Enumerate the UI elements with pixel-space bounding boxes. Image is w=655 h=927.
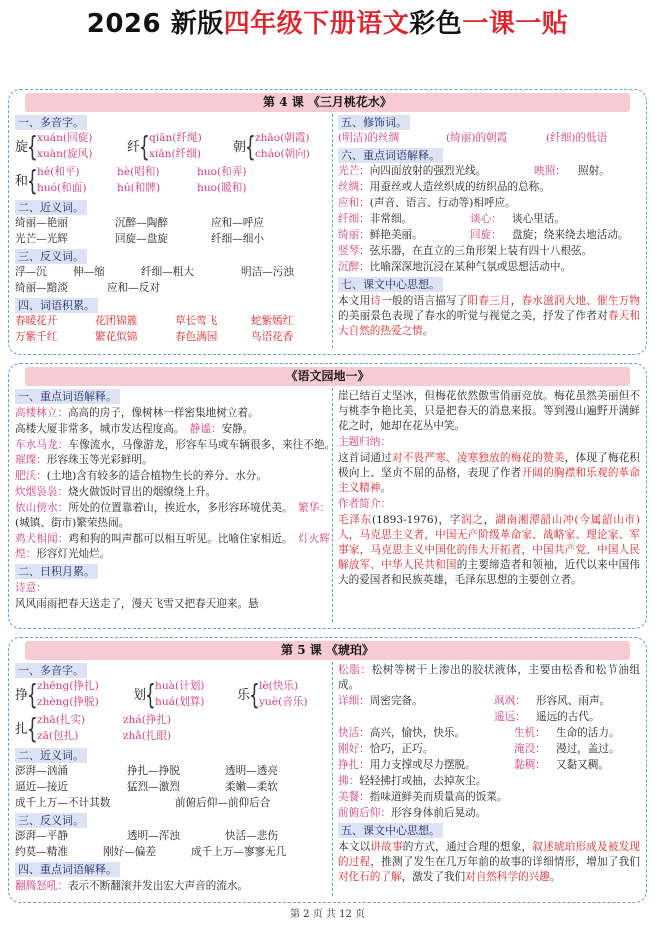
page-title: 2026 新版四年级下册语文彩色一课一贴 xyxy=(86,9,569,39)
lesson4-left-column: 一、多音字。 旋 { xuán(回旋) xuàn(旋风) 纤 { qiān(纤绳) xiān(纤细) 朝 { zhāo(朝霞) cháo(朝向) 和 { hé(和平) hè(唱和) huo(和弄) huó(和面) hú(和牌) huo(暖和) 二、近义词。 绮丽—艳丽 沉醉—陶醉 应和—呼应 光芒—光辉 回旋—盘旋 纤细—细小 三、反义词。 浮—沉 伸—缩 纤细—粗大 明洁—污浊 绮丽—黯淡 应和—反对 四、词语积累。 春暖花开 花团锦簇 草长莺飞 蛇紫嫣红 万紫千红 繁花似锦 春色满园 鸟语花香 xyxy=(15,114,330,350)
polyphone-group: 扎 { zhā(扎实) zhá(挣扎) zā(包扎) zhǎ(扎眼) xyxy=(15,712,172,746)
section-heading: 一、重点词语解释。 xyxy=(15,389,120,404)
column-divider xyxy=(332,388,333,622)
section-heading: 二、近义词。 xyxy=(15,200,87,215)
section-heading: 六、重点词语解释。 xyxy=(338,148,443,163)
section-heading: 三、反义词。 xyxy=(15,813,87,828)
lesson4-card xyxy=(8,89,647,355)
section-heading: 七、课文中心思想。 xyxy=(338,277,443,292)
section-heading: 五、修饰词。 xyxy=(338,115,410,130)
section-heading: 二、日积月累。 xyxy=(15,564,98,579)
lesson5-title: 第 5 课 《琥珀》 xyxy=(25,641,630,660)
lesson5-card xyxy=(8,637,647,903)
lesson4-right-column: 五、修饰词。 (明洁)的丝绸 (绮丽)的朝霞 (纤细)的低语 六、重点词语解释。 光芒：向四面放射的强烈光线。 映照： 照射。 丝绸：用蚕丝或人造丝织成的纺织品的总称。 应和：(声音、语言、行动等)相呼应。 纤细：非常细。 谈心： 谈心里话。 绮丽：鲜艳美丽。 回旋： 盘旋；绕来绕去地活动。 竖琴：弦乐器，在直立的三角形架上装有四十八根弦。 沉醉：比喻深深地沉浸在某种气氛或思想活动中。 七、课文中心思想。 本文用诗一般的语言描写了阳春三月，春水滋润大地、催生万物的美丽景色表现了春水的听觉与视觉之美，抒发了作者对春天和大自然的热爱之情。 xyxy=(338,114,640,350)
section-heading: 五、课文中心思想。 xyxy=(338,823,443,838)
section-heading: 一、多音字。 xyxy=(15,663,87,678)
center-idea: 本文以讲故事的方式，通过合理的想象，叙述琥珀形成及被发现的过程，推测了发生在几万年前的故事的详细情形，增加了我们对化石的了解，激发了我们对自然科学的兴趣。 xyxy=(338,841,640,884)
column-divider xyxy=(332,662,333,896)
lesson4-title: 第 4 课 《三月桃花水》 xyxy=(25,93,630,112)
polyphone-group: 和 { hé(和平) hè(唱和) huo(和弄) huó(和面) hú(和牌) huo(暖和) xyxy=(15,164,247,198)
polyphone-group: 挣 { zhēng(挣扎) zhèng(挣脱) 划 { huà(计划) huá(划算) 乐 { lè(快乐) yuè(音乐) xyxy=(15,678,308,712)
column-divider xyxy=(332,114,333,348)
section-heading: 三、反义词。 xyxy=(15,249,87,264)
garden1-right-column: 崖已结百丈坚冰，但梅花依然傲雪俏丽竞放。梅花虽然美丽但不与桃李争艳比美，只是把春天的消息来报。等到漫山遍野开满鲜花之时，她却在花丛中笑。 主题归纳： 这首词通过对不畏严寒、凌寒独放的梅花的赞美，体现了梅花积极向上、坚贞不屈的品格，表现了作者开阔的胸襟和乐观的革命主义精神。 作者简介： 毛泽东(1893-1976)，字润之，湖南湘潭韶山冲(今属韶山市)人，马克思主义者，中国无产阶级革命家、战略家、理论家、军事家，马克思主义中国化的伟大开拓者，中国共产党、中国人民解放军、中华人民共和国的主要缔造者和领袖，近代以来中国伟大的爱国者和民族英雄，毛泽东思想的主要创立者。 xyxy=(338,390,640,587)
page-number: 第 2 页 共 12 页 xyxy=(290,909,365,920)
lesson5-right-column: 松脂：松树等树干上渗出的胶状液体，主要由松香和松节油组成。 详细：周密完备。 飒飒： 形容风、雨声。 遥远： 遥远的古代。 快活：高兴，愉快，快乐。 生机： 生命的活力。 刚好：恰巧，正巧。 淹没： 漫过，盖过。 挣扎：用力支撑或尽力摆脱。 黏稠： 又黏又稠。 拂：轻轻拂打或抽，去掉灰尘。 美餐：指味道鲜美而质量高的饭菜。 前俯后仰：形容身体前后晃动。 五、课文中心思想。 本文以讲故事的方式，通过合理的想象，叙述琥珀形成及被发现的过程，推测了发生在几万年前的故事的详细情形，增加了我们对化石的了解，激发了我们对自然科学的兴趣。 xyxy=(338,662,640,898)
section-heading: 四、重点词语解释。 xyxy=(15,862,120,877)
section-heading: 一、多音字。 xyxy=(15,115,87,130)
polyphone-group: 旋 { xuán(回旋) xuàn(旋风) 纤 { qiān(纤绳) xiān(纤细) 朝 { zhāo(朝霞) cháo(朝向) xyxy=(15,130,310,164)
garden1-title: 《语文园地一》 xyxy=(25,367,630,386)
center-idea: 本文用诗一般的语言描写了阳春三月，春水滋润大地、催生万物的美丽景色表现了春水的听觉与视觉之美，抒发了作者对春天和大自然的热爱之情。 xyxy=(338,295,640,338)
lesson5-left-column: 一、多音字。 挣 { zhēng(挣扎) zhèng(挣脱) 划 { huà(计划) huá(划算) 乐 { lè(快乐) yuè(音乐) 扎 { zhā(扎实) zhá(挣扎) zā(包扎) zhǎ(扎眼) 二、近义词。 澎湃—汹涌 挣扎—挣脱 透明—透亮 逼近—接近 猛烈—激烈 柔嫩—柔软 成千上万—不计其数 前俯后仰—前仰后合 三、反义词。 澎湃—平静 透明—浑浊 快活—悲伤 约莫—精准 刚好—偏差 成千上万—寥寥无几 四、重点词语解释。 翻腾怒吼：表示不断翻滚并发出宏大声音的流水。 xyxy=(15,662,330,898)
garden1-card xyxy=(8,363,647,629)
section-heading: 二、近义词。 xyxy=(15,748,87,763)
section-heading: 四、词语积累。 xyxy=(15,298,98,313)
garden1-left-column: 一、重点词语解释。 高楼林立：高高的房子，像树林一样密集地树立着。 高楼大厦非常多，城市发达程度高。 静谧：安静。 车水马龙：车像流水，马像游龙，形容车马或车辆很多，来往不绝。 璀璨：形容珠玉等光彩鲜明。 肥沃：(土地)含有较多的适合植物生长的养分、水分。 炊烟袅袅：烧火做饭时冒出的烟缭绕上升。 依山傍水：所处的位置靠着山，挨近水，多形容环境优美。 繁华：(城镇、街市)繁荣热闹。 鸡犬相闻：鸡和狗的叫声都可以相互听见。比喻住家相近。 灯火辉煌：形容灯光灿烂。 二、日积月累。 诗意： 风风雨雨把春天送走了，漫天飞雪又把春天迎来。悬 xyxy=(15,390,330,611)
